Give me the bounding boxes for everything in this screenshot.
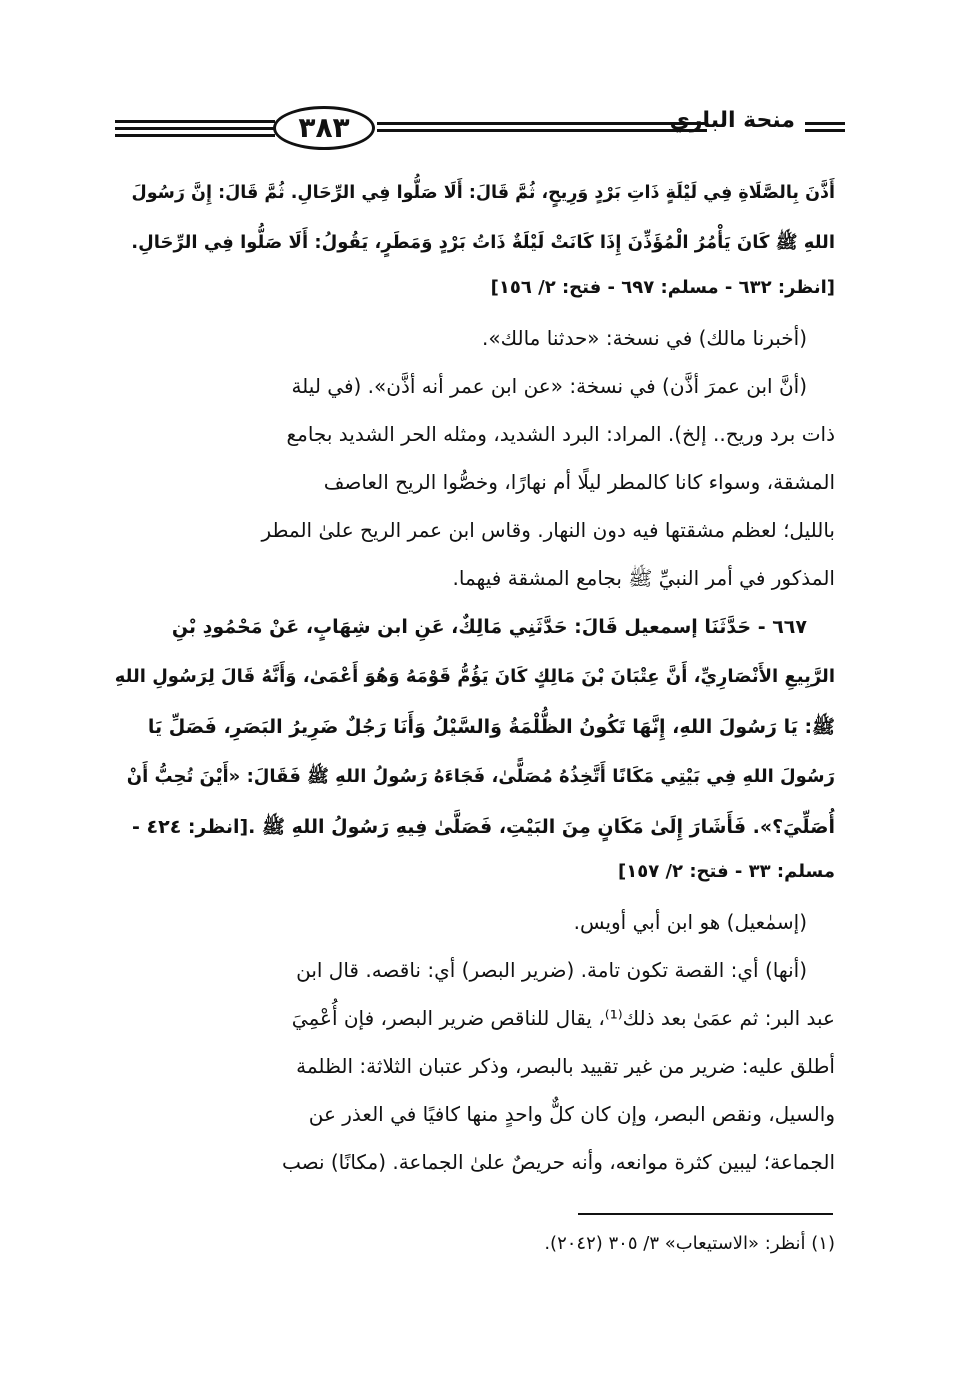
commentary-666-line: المشقة، وسواء كانا كالمطر ليلًا أم نهارًا، وخصُّوا الريح العاصف	[323, 470, 835, 494]
commentary-667-line: أطلق عليه: ضرير من غير تقييد بالبصر، وذكر عتبان الثلاثة: الظلمة	[296, 1054, 835, 1078]
header-rule-middle	[377, 122, 707, 136]
header-rule-right	[805, 122, 845, 136]
hadith-667-line: ٦٦٧ - حَدَّثَنَا إسمعيل قَالَ: حَدَّثَنِي مَالِكٌ، عَنِ ابن شِهَابٍ، عَنْ مَحْمُودِ بْنِ	[171, 616, 807, 638]
hadith-667-line: رَسُولَ اللهِ فِي بَيْتِي مَكَانًا أَتَّخِذُهُ مُصَلًّىٰ، فَجَاءَهُ رَسُولُ اللهِ ﷺ فَقَالَ: «أَيْنَ تُحِبُّ أَنْ	[126, 766, 835, 787]
footnote-divider	[578, 1213, 833, 1215]
footnote: (١) أنظر: «الاستيعاب» ٣/ ٣٠٥ (٢٠٤٢).	[544, 1233, 835, 1254]
hadith-667-reference: مسلم: ٣٣ - فتح: ٢/ ١٥٧]	[618, 861, 835, 882]
hadith-666-line: أَذَّنَ بِالصَّلَاةِ فِي لَيْلَةٍ ذَاتِ بَرْدٍ وَرِيحٍ، ثُمَّ قَالَ: أَلَا صَلُّوا فِي الرِّحَالِ. ثُمَّ قَالَ: إِنَّ رَسُولَ	[131, 183, 835, 203]
commentary-666-para1: (أخبرنا مالك) في نسخة: «حدثنا مالك».	[482, 326, 807, 350]
commentary-667-line: والسيل، ونقص البصر، وإن كان كلٌّ واحدٍ منها كافيًا في العذر عن	[308, 1102, 835, 1126]
commentary-667-line: الجماعة؛ ليبين كثرة موانعه، وأنه حريصٌ علىٰ الجماعة. (مكانًا) نصب	[281, 1150, 835, 1174]
commentary-667-line: عبد البر: ثم عمَىٰ بعد ذلك⁽¹⁾، يقال للناقص ضرير البصر، فإن أُعْمِيَ	[291, 1006, 835, 1030]
hadith-666-reference: [انظر: ٦٣٢ - مسلم: ٦٩٧ - فتح: ٢/ ١٥٦]	[490, 277, 835, 298]
hadith-667-line: أُصَلِّيَ؟». فَأَشَارَ إِلَىٰ مَكَانٍ مِنَ البَيْتِ، فَصَلَّىٰ فِيهِ رَسُولُ اللهِ ﷺ .[انظر: ٤٢٤ -	[131, 816, 835, 838]
hadith-667-line: ﷺ: يَا رَسُولَ اللهِ، إِنَّهَا تَكُونُ الظُّلْمَةُ وَالسَّيْلُ وَأَنَا رَجُلٌ ضَرِيرُ البَصَرِ، فَصَلِّ يَا	[147, 716, 835, 738]
commentary-666-line: بالليل؛ لعظم مشقتها فيه دون النهار. وقاس ابن عمر الريح علىٰ المطر	[261, 518, 835, 542]
header-rule-left	[115, 120, 275, 138]
hadith-667-line: الرَّبِيعِ الأَنْصَارِيِّ، أَنَّ عِتْبَانَ بْنَ مَالِكٍ كَانَ يَؤُمُّ قَوْمَهُ وَهُوَ أَعْمَىٰ، وَأَنَّهُ قَالَ لِرَسُولِ اللهِ	[115, 666, 835, 687]
commentary-666-line: ذات برد وريح.. إلخ). المراد: البرد الشديد، ومثله الحر الشديد بجامع	[286, 422, 835, 446]
hadith-666-line: اللهِ ﷺ كَانَ يَأْمُرُ الْمُؤَذِّنَ إِذَا كَانَتْ لَيْلَةٌ ذَاتُ بَرْدٍ وَمَطَرٍ، يَقُولُ: أَلَا صَلُّوا فِي الرِّحَالِ.	[131, 232, 835, 253]
page-header	[115, 100, 835, 156]
book-title: منحة الباري	[669, 108, 795, 133]
commentary-666-line: (أنَّ ابن عمرَ أذَّن) في نسخة: «عن ابن عمر أنه أذَّن». (في ليلة	[291, 374, 807, 398]
commentary-667-para1: (إسمٰعيل) هو ابن أبي أويس.	[573, 910, 807, 934]
main-text	[115, 168, 835, 1186]
commentary-666-line: المذكور في أمر النبيِّ ﷺ بجامع المشقة فيهما.	[452, 566, 835, 590]
commentary-667-line: (أنها) أي: القصة تكون تامة. (ضرير البصر) أي: ناقصه. قال ابن	[296, 958, 807, 982]
page-number: ٣٨٣	[273, 106, 375, 150]
